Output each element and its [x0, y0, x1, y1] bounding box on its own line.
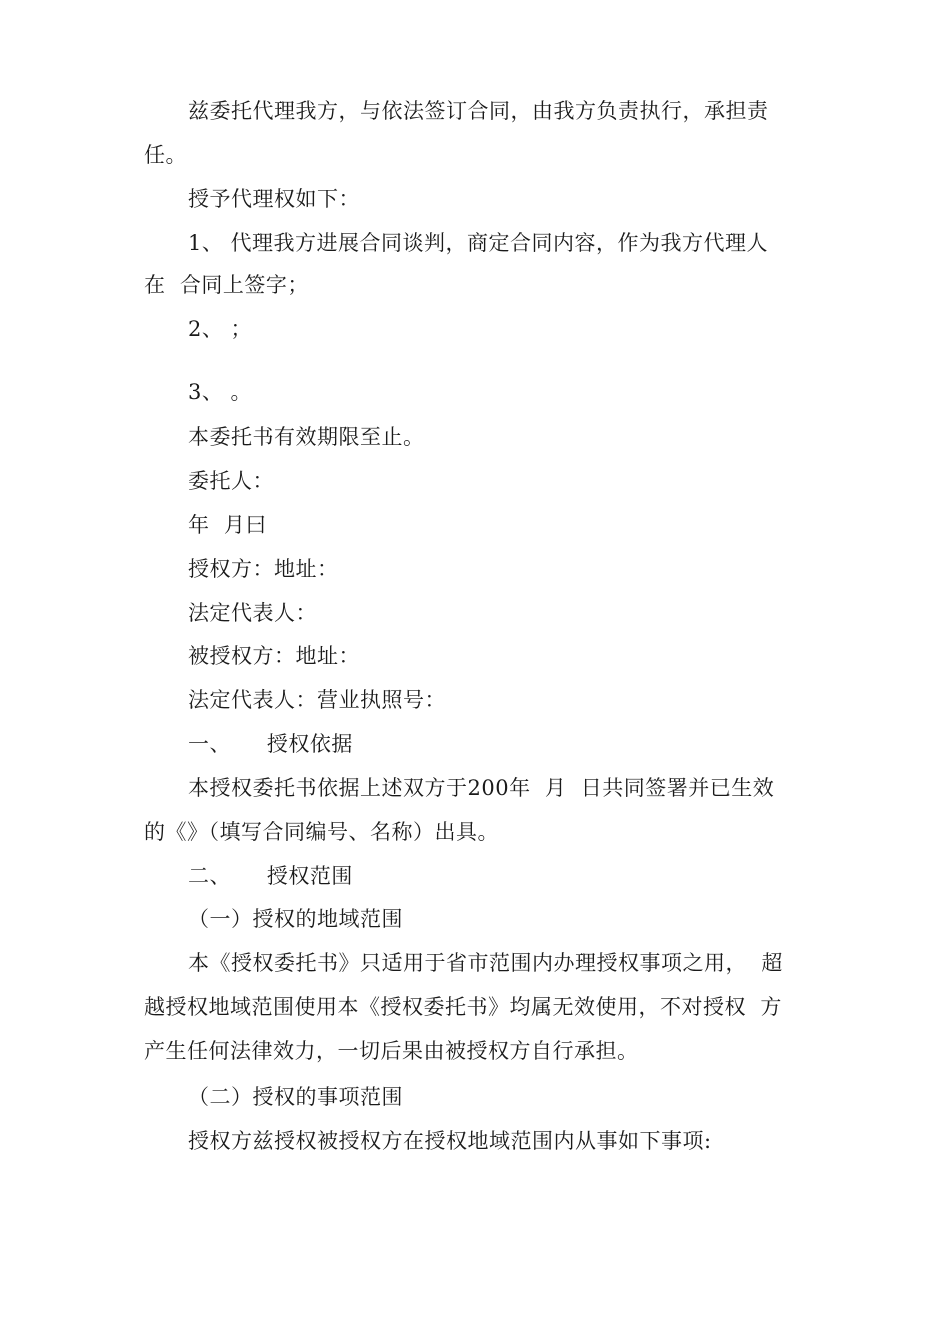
list-item-1: 1、 代理我方进展合同谈判，商定合同内容，作为我方代理人: [188, 231, 769, 255]
paragraph-line: 在 合同上签字；: [144, 273, 309, 297]
validity-line: 本委托书有效期限至止。: [188, 425, 425, 449]
paragraph-line: 本授权委托书依据上述双方于200年 月 日共同签署并已生效: [188, 776, 775, 800]
date-line: 年 月曰: [188, 513, 267, 537]
paragraph-line: 授权方兹授权被授权方在授权地域范围内从事如下事项:: [188, 1129, 712, 1153]
list-item-2: 2、 ；: [188, 317, 253, 341]
paragraph-line: 的《》（填写合同编号、名称）出具。: [144, 820, 499, 844]
grantee-line: 被授权方：地址：: [188, 644, 360, 668]
principal-label: 委托人：: [188, 469, 274, 493]
list-item-3: 3、 。: [188, 380, 253, 404]
paragraph-line: 本《授权委托书》只适用于省市范围内办理授权事项之用， 超: [188, 951, 783, 975]
subsection-heading-matters: （二）授权的事项范围: [188, 1085, 403, 1109]
license-line: 法定代表人：营业执照号：: [188, 688, 446, 712]
subsection-heading-region: （一）授权的地域范围: [188, 907, 403, 931]
paragraph-line: 授予代理权如下：: [188, 187, 360, 211]
paragraph-line: 产生任何法律效力，一切后果由被授权方自行承担。: [144, 1039, 639, 1063]
paragraph-line: 任。: [144, 143, 187, 167]
section-heading-scope: 二、 授权范围: [188, 864, 353, 888]
legal-rep-line: 法定代表人：: [188, 601, 317, 625]
paragraph-line: 兹委托代理我方，与依法签订合同，由我方负责执行，承担责: [188, 99, 769, 123]
grantor-line: 授权方：地址：: [188, 557, 339, 581]
section-heading-basis: 一、 授权依据: [188, 732, 353, 756]
paragraph-line: 越授权地域范围使用本《授权委托书》均属无效使用，不对授权 方: [144, 995, 782, 1019]
